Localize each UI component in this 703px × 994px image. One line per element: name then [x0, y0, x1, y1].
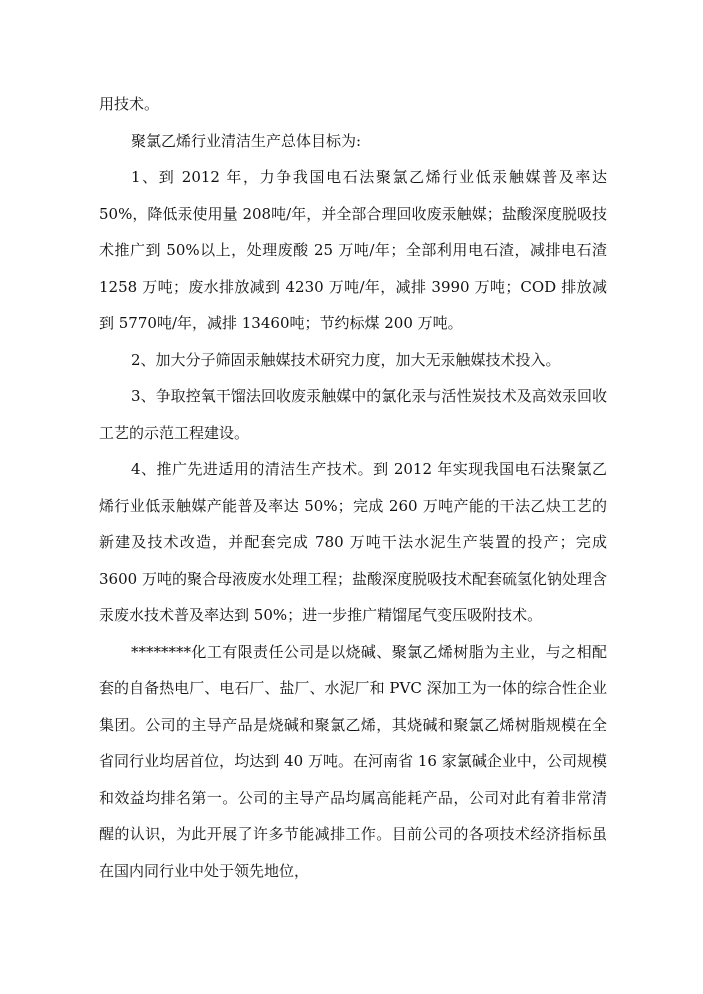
paragraph-goal-1: 1、到 2012 年，力争我国电石法聚氯乙烯行业低汞触媒普及率达 50%，降低汞使用量 208吨/年，并全部合理回收废汞触媒；盐酸深度脱吸技术推广到 50%以上，处理废酸 25 万吨/年；全部利用电石渣，减排电石渣 1258 万吨；废水排放减到 4230 万吨/年，减排 3990 万吨；COD 排放减到 5770吨/年，减排 13460吨；节约标煤 200 万吨。: [99, 168, 607, 332]
paragraph-continuation: 用技术。: [99, 95, 160, 113]
paragraph-goal-2: 2、加大分子筛固汞触媒技术研究力度，加大无汞触媒技术投入。: [131, 350, 561, 369]
paragraph-goals-heading: 聚氯乙烯行业清洁生产总体目标为:: [131, 131, 362, 150]
document-body: [99, 86, 607, 889]
paragraph-goal-4: 4、推广先进适用的清洁生产技术。到 2012 年实现我国电石法聚氯乙烯行业低汞触媒产能普及率达 50%；完成 260 万吨产能的干法乙炔工艺的新建及技术改造，并配套完成 780 万吨干法水泥生产装置的投产；完成 3600 万吨的聚合母液废水处理工程；盐酸深度脱吸技术配套硫氢化钠处理含汞废水技术普及率达到 50%；进一步推广精馏尾气变压吸附技术。: [99, 460, 607, 624]
paragraph-company-intro: ********化工有限责任公司是以烧碱、聚氯乙烯树脂为主业，与之相配套的自备热电厂、电石厂、盐厂、水泥厂和 PVC 深加工为一体的综合性企业集团。公司的主导产品是烧碱和聚氯乙烯，其烧碱和聚氯乙烯树脂规模在全省同行业均居首位，均达到 40 万吨。在河南省 16 家氯碱企业中，公司规模和效益均排名第一。公司的主导产品均属高能耗产品，公司对此有着非常清醒的认识，为此开展了许多节能减排工作。目前公司的各项技术经济指标虽在国内同行业中处于领先地位，: [99, 642, 607, 880]
paragraph-goal-3: 3、争取控氧干馏法回收废汞触媒中的氯化汞与活性炭技术及高效汞回收工艺的示范工程建设。: [99, 387, 607, 442]
